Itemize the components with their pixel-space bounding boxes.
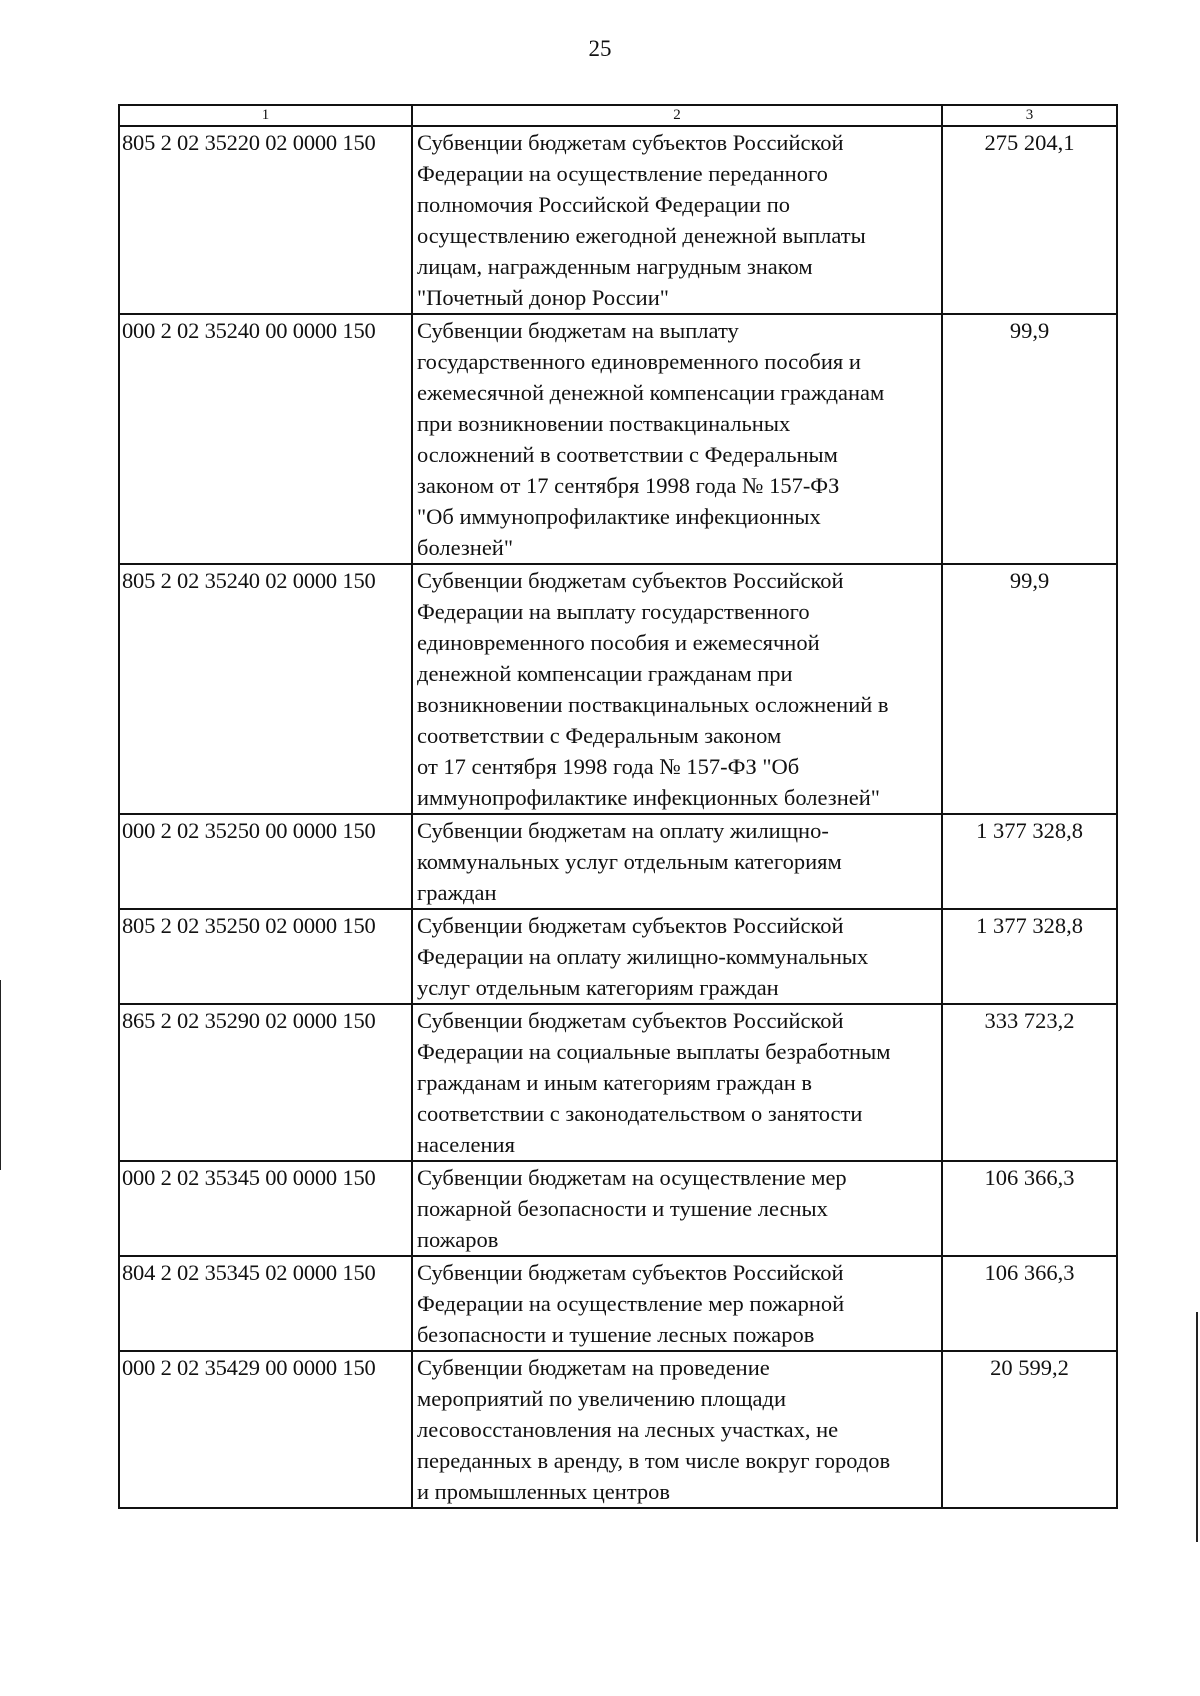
description-line: Субвенции бюджетам субъектов Российской <box>417 1008 844 1033</box>
description-line: Федерации на осуществление мер пожарной <box>417 1291 845 1316</box>
description-line: Субвенции бюджетам субъектов Российской <box>417 130 844 155</box>
scan-mark <box>1196 1312 1198 1542</box>
amount: 99,9 <box>942 314 1117 564</box>
table-row <box>119 126 1117 314</box>
description-line: "Почетный донор России" <box>417 285 669 310</box>
amount: 333 723,2 <box>942 1004 1117 1161</box>
description-line: болезней" <box>417 535 514 560</box>
description-line: Субвенции бюджетам субъектов Российской <box>417 913 844 938</box>
description-line: Федерации на выплату государственного <box>417 599 810 624</box>
description-line: граждан <box>417 880 497 905</box>
description-line: денежной компенсации гражданам при <box>417 661 793 686</box>
page-number: 25 <box>588 36 612 61</box>
description-line: Федерации на осуществление переданного <box>417 161 828 186</box>
budget-code: 000 2 02 35240 00 0000 150 <box>119 314 412 564</box>
description <box>412 909 942 1004</box>
column-header-code: 1 <box>119 105 412 126</box>
description <box>412 126 942 314</box>
description <box>412 1161 942 1256</box>
description-line: Субвенции бюджетам на оплату жилищно- <box>417 818 829 843</box>
description-line: Федерации на социальные выплаты безработным <box>417 1039 891 1064</box>
budget-table <box>118 104 1118 1509</box>
description-line: населения <box>417 1132 515 1157</box>
table-row <box>119 564 1117 814</box>
description-line: услуг отдельным категориям граждан <box>417 975 779 1000</box>
table-row <box>119 1004 1117 1161</box>
description-line: от 17 сентября 1998 года № 157-ФЗ "Об <box>417 754 800 779</box>
description <box>412 1351 942 1508</box>
description <box>412 1256 942 1351</box>
description-line: Федерации на оплату жилищно-коммунальных <box>417 944 869 969</box>
table-row <box>119 814 1117 909</box>
table-row <box>119 909 1117 1004</box>
description-line: иммунопрофилактике инфекционных болезней" <box>417 785 880 810</box>
budget-code: 000 2 02 35250 00 0000 150 <box>119 814 412 909</box>
column-header-amount: 3 <box>942 105 1117 126</box>
description <box>412 314 942 564</box>
description-line: Субвенции бюджетам на проведение <box>417 1355 770 1380</box>
column-header-description: 2 <box>412 105 942 126</box>
description-line: полномочия Российской Федерации по <box>417 192 791 217</box>
budget-code: 000 2 02 35345 00 0000 150 <box>119 1161 412 1256</box>
description-line: и промышленных центров <box>417 1479 671 1504</box>
header-row <box>119 105 1117 126</box>
description-line: соответствии с Федеральным законом <box>417 723 782 748</box>
scan-mark <box>0 980 1 1170</box>
description-line: безопасности и тушение лесных пожаров <box>417 1322 815 1347</box>
description-line: Субвенции бюджетам на осуществление мер <box>417 1165 847 1190</box>
description-line: при возникновении поствакцинальных <box>417 411 791 436</box>
description-line: лесовосстановления на лесных участках, не <box>417 1417 839 1442</box>
description-line: законом от 17 сентября 1998 года № 157-ФЗ <box>417 473 840 498</box>
description-line: Субвенции бюджетам субъектов Российской <box>417 568 844 593</box>
description-line: пожаров <box>417 1227 499 1252</box>
description-line: осложнений в соответствии с Федеральным <box>417 442 838 467</box>
budget-code: 804 2 02 35345 02 0000 150 <box>119 1256 412 1351</box>
table-row <box>119 1256 1117 1351</box>
description-line: осуществлению ежегодной денежной выплаты <box>417 223 866 248</box>
budget-code: 865 2 02 35290 02 0000 150 <box>119 1004 412 1161</box>
description-line: лицам, награжденным нагрудным знаком <box>417 254 813 279</box>
budget-code: 805 2 02 35250 02 0000 150 <box>119 909 412 1004</box>
description-line: возникновении поствакцинальных осложнений в <box>417 692 889 717</box>
description <box>412 564 942 814</box>
budget-code: 805 2 02 35240 02 0000 150 <box>119 564 412 814</box>
description-line: "Об иммунопрофилактике инфекционных <box>417 504 821 529</box>
description <box>412 1004 942 1161</box>
description-line: мероприятий по увеличению площади <box>417 1386 786 1411</box>
amount: 275 204,1 <box>942 126 1117 314</box>
amount: 1 377 328,8 <box>942 909 1117 1004</box>
description-line: переданных в аренду, в том числе вокруг городов <box>417 1448 891 1473</box>
description-line: Субвенции бюджетам на выплату <box>417 318 739 343</box>
table-body <box>119 126 1117 1508</box>
amount: 20 599,2 <box>942 1351 1117 1508</box>
description-line: единовременного пособия и ежемесячной <box>417 630 820 655</box>
amount: 99,9 <box>942 564 1117 814</box>
amount: 106 366,3 <box>942 1256 1117 1351</box>
description-line: государственного единовременного пособия и <box>417 349 861 374</box>
description <box>412 814 942 909</box>
description-line: пожарной безопасности и тушение лесных <box>417 1196 828 1221</box>
description-line: гражданам и иным категориям граждан в <box>417 1070 813 1095</box>
amount: 106 366,3 <box>942 1161 1117 1256</box>
description-line: соответствии с законодательством о занятости <box>417 1101 863 1126</box>
table-row <box>119 1161 1117 1256</box>
budget-code: 000 2 02 35429 00 0000 150 <box>119 1351 412 1508</box>
table-row <box>119 1351 1117 1508</box>
description-line: Субвенции бюджетам субъектов Российской <box>417 1260 844 1285</box>
description-line: ежемесячной денежной компенсации гражданам <box>417 380 885 405</box>
table-row <box>119 314 1117 564</box>
table-header <box>119 105 1117 126</box>
budget-code: 805 2 02 35220 02 0000 150 <box>119 126 412 314</box>
description-line: коммунальных услуг отдельным категориям <box>417 849 842 874</box>
amount: 1 377 328,8 <box>942 814 1117 909</box>
